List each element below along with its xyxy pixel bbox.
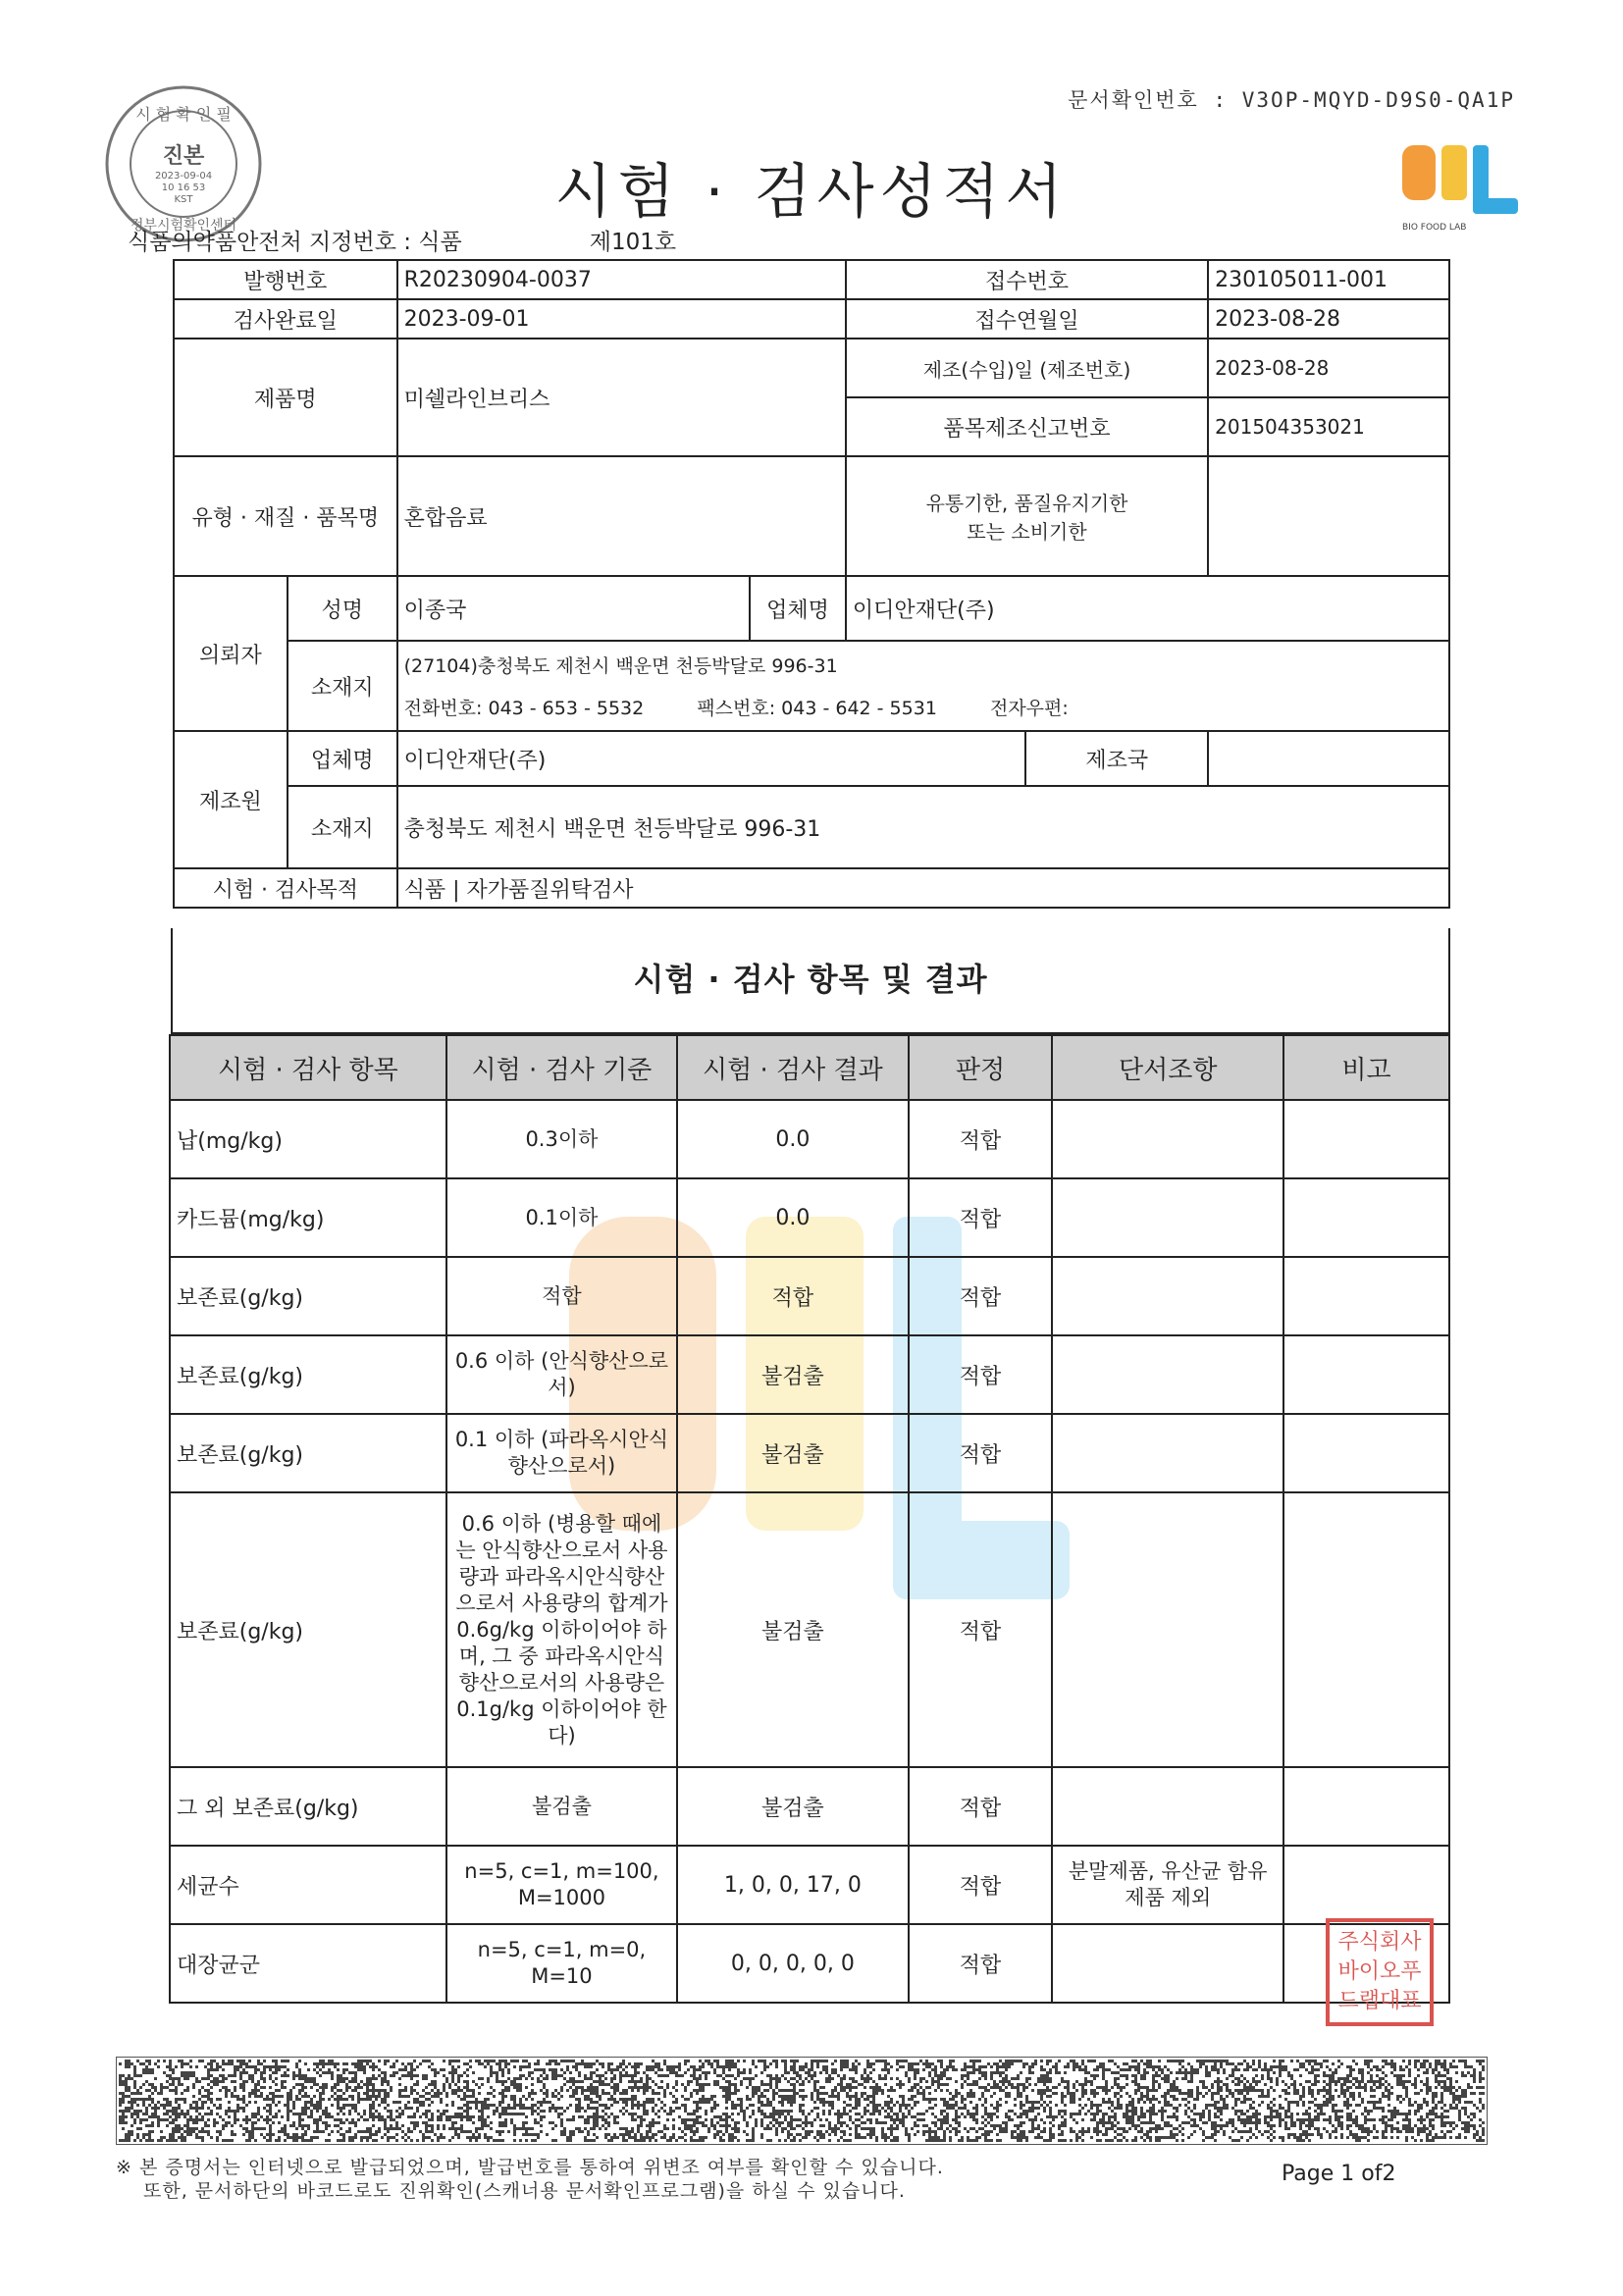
row-item: 대장균군: [170, 1924, 446, 2003]
designation-number: 제101호: [589, 230, 677, 255]
svg-text:2023-09-04: 2023-09-04: [154, 171, 213, 182]
row-standard: 0.6 이하 (병용할 때에는 안식향산으로서 사용량과 파라옥시안식향산으로서 사용량의 합계가 0.6g/kg 이하이어야 하며, 그 중 파라옥시안식향산으로서의 사용량은 0.1g/kg 이하이어야 한다): [446, 1492, 677, 1767]
row-verdict: 적합: [909, 1924, 1053, 2003]
row-result: 불검출: [677, 1492, 908, 1767]
completion-date-label: 검사완료일: [174, 299, 397, 339]
table-row: [170, 1767, 1449, 1846]
row-verdict: 적합: [909, 1846, 1053, 1924]
client-name-label: 성명: [288, 576, 397, 641]
row-standard: 불검출: [446, 1767, 677, 1846]
row-item: 카드뮴(mg/kg): [170, 1178, 446, 1257]
row-note: [1283, 1492, 1449, 1767]
row-result: 0, 0, 0, 0, 0: [677, 1924, 908, 2003]
row-standard: 0.6 이하 (안식향산으로서): [446, 1335, 677, 1414]
mfg-date: 2023-08-28: [1208, 339, 1449, 397]
table-row: [170, 1335, 1449, 1414]
svg-text:정부시험확인센터: 정부시험확인센터: [130, 218, 237, 234]
row-verdict: 적합: [909, 1178, 1053, 1257]
report-no-label: 품목제조신고번호: [846, 397, 1208, 456]
row-note: [1283, 1257, 1449, 1335]
row-note: [1283, 1846, 1449, 1924]
maker-company: 이디안재단(주): [397, 731, 1026, 786]
product-name: 미쉘라인브리스: [397, 339, 846, 456]
completion-date: 2023-09-01: [397, 299, 846, 339]
col-verdict-header: 판정: [909, 1035, 1053, 1100]
row-item: 보존료(g/kg): [170, 1335, 446, 1414]
svg-text:KST: KST: [174, 194, 193, 205]
expiry-label: [846, 456, 1208, 576]
client-company: 이디안재단(주): [846, 576, 1449, 641]
client-address: (27104)충청북도 제천시 백운면 천등박달로 996-31: [403, 655, 838, 677]
col-result-header: 시험 · 검사 결과: [677, 1035, 908, 1100]
client-fax: 팩스번호: 043 - 642 - 5531: [697, 698, 937, 719]
footer-note-2: 또한, 문서하단의 바코드로도 진위확인(스캐너용 문서확인프로그램)을 하실 수 있습니다.: [143, 2180, 906, 2202]
row-note: [1283, 1178, 1449, 1257]
row-item: 세균수: [170, 1846, 446, 1924]
maker-country: [1208, 731, 1449, 786]
client-email: 전자우편:: [989, 698, 1069, 719]
row-standard: 0.1이하: [446, 1178, 677, 1257]
row-proviso: [1052, 1100, 1283, 1178]
row-result: 적합: [677, 1257, 908, 1335]
table-row: [170, 1178, 1449, 1257]
company-stamp-icon: [1325, 1917, 1435, 2027]
col-standard-header: 시험 · 검사 기준: [446, 1035, 677, 1100]
row-item: 보존료(g/kg): [170, 1257, 446, 1335]
row-proviso: [1052, 1492, 1283, 1767]
row-result: 불검출: [677, 1767, 908, 1846]
purpose-label: 시험 · 검사목적: [174, 868, 397, 908]
row-proviso: [1052, 1257, 1283, 1335]
page-title: 시험 · 검사성적서: [554, 158, 1069, 227]
row-item: 납(mg/kg): [170, 1100, 446, 1178]
receipt-date-label: 접수연월일: [846, 299, 1208, 339]
client-contact-line: [404, 694, 1442, 720]
row-result: 1, 0, 0, 17, 0: [677, 1846, 908, 1924]
designation-label: 식품의약품안전처 지정번호 : 식품: [128, 230, 462, 255]
table-row: [170, 1846, 1449, 1924]
row-result: 0.0: [677, 1100, 908, 1178]
client-company-label: 업체명: [750, 576, 846, 641]
svg-text:시 험 확 인 필: 시 험 확 인 필: [135, 105, 232, 124]
expiry-label-line2: 또는 소비기한: [967, 520, 1087, 544]
maker-addr-label: 소재지: [288, 786, 397, 868]
document-confirm-number: 문서확인번호 : V3OP-MQYD-D9S0-QA1P: [1068, 88, 1515, 112]
issue-no-label: 발행번호: [174, 260, 397, 299]
receipt-date: 2023-08-28: [1208, 299, 1449, 339]
table-row: [170, 1492, 1449, 1767]
client-phone: 전화번호: 043 - 653 - 5532: [403, 698, 645, 719]
svg-text:10 16 53: 10 16 53: [161, 183, 206, 193]
svg-text:바이오푸: 바이오푸: [1337, 1959, 1422, 1984]
row-proviso: 분말제품, 유산균 함유제품 제외: [1052, 1846, 1283, 1924]
expiry-label-line1: 유통기한, 품질유지기한: [925, 492, 1128, 515]
svg-text:BIO FOOD LAB: BIO FOOD LAB: [1402, 223, 1467, 233]
type-label: 유형 · 재질 · 품목명: [174, 456, 397, 576]
receipt-no-label: 접수번호: [846, 260, 1208, 299]
receipt-no: 230105011-001: [1208, 260, 1449, 299]
mfg-date-label: 제조(수입)일 (제조번호): [846, 339, 1208, 397]
table-row: [170, 1257, 1449, 1335]
table-row: [170, 1414, 1449, 1492]
row-standard: 적합: [446, 1257, 677, 1335]
report-no: 201504353021: [1208, 397, 1449, 456]
svg-text:진본: 진본: [162, 144, 205, 169]
row-item: 보존료(g/kg): [170, 1414, 446, 1492]
row-standard: 0.1 이하 (파라옥시안식향산으로서): [446, 1414, 677, 1492]
client-addr-label: 소재지: [288, 641, 397, 731]
row-proviso: [1052, 1335, 1283, 1414]
table-row: [170, 1924, 1449, 2003]
footer-note-1: ※ 본 증명서는 인터넷으로 발급되었으며, 발급번호를 통하여 위변조 여부를 확인할 수 있습니다.: [116, 2157, 944, 2178]
maker-country-label: 제조국: [1025, 731, 1208, 786]
section-title: 시험 · 검사 항목 및 결과: [171, 928, 1450, 1034]
client-address-block: [397, 641, 1449, 731]
row-item: 그 외 보존료(g/kg): [170, 1767, 446, 1846]
col-proviso-header: 단서조항: [1052, 1035, 1283, 1100]
maker-address: 충청북도 제천시 백운면 천등박달로 996-31: [397, 786, 1449, 868]
row-standard: n=5, c=1, m=0, M=10: [446, 1924, 677, 2003]
barcode-pattern-icon: [117, 2058, 1487, 2144]
svg-text:드랩대표: 드랩대표: [1337, 1989, 1422, 2013]
row-item: 보존료(g/kg): [170, 1492, 446, 1767]
col-item-header: 시험 · 검사 항목: [170, 1035, 446, 1100]
row-verdict: 적합: [909, 1767, 1053, 1846]
client-label: 의뢰자: [174, 576, 288, 731]
col-note-header: 비고: [1283, 1035, 1449, 1100]
row-verdict: 적합: [909, 1492, 1053, 1767]
row-verdict: 적합: [909, 1335, 1053, 1414]
row-proviso: [1052, 1767, 1283, 1846]
table-row: [170, 1100, 1449, 1178]
row-note: [1283, 1767, 1449, 1846]
row-note: [1283, 1100, 1449, 1178]
row-verdict: 적합: [909, 1100, 1053, 1178]
type-value: 혼합음료: [397, 456, 846, 576]
results-header-row: [170, 1035, 1449, 1100]
maker-company-label: 업체명: [288, 731, 397, 786]
maker-label: 제조원: [174, 731, 288, 868]
designation-line: [128, 224, 676, 256]
row-verdict: 적합: [909, 1257, 1053, 1335]
row-note: [1283, 1335, 1449, 1414]
expiry-value: [1208, 456, 1449, 576]
row-result: 불검출: [677, 1414, 908, 1492]
row-result: 0.0: [677, 1178, 908, 1257]
page-number: Page 1 of2: [1282, 2162, 1396, 2186]
results-table: [169, 1034, 1450, 2004]
product-name-label: 제품명: [174, 339, 397, 456]
row-standard: 0.3이하: [446, 1100, 677, 1178]
row-proviso: [1052, 1924, 1283, 2003]
row-proviso: [1052, 1414, 1283, 1492]
bfl-logo-icon: [1398, 137, 1526, 235]
row-proviso: [1052, 1178, 1283, 1257]
row-standard: n=5, c=1, m=100, M=1000: [446, 1846, 677, 1924]
verification-barcode[interactable]: [116, 2057, 1488, 2145]
info-table: [173, 259, 1450, 909]
svg-text:주식회사: 주식회사: [1337, 1930, 1422, 1955]
client-name: 이종국: [397, 576, 750, 641]
row-note: [1283, 1414, 1449, 1492]
row-verdict: 적합: [909, 1414, 1053, 1492]
purpose: 식품 | 자가품질위탁검사: [397, 868, 1449, 908]
row-result: 불검출: [677, 1335, 908, 1414]
issue-no: R20230904-0037: [397, 260, 846, 299]
